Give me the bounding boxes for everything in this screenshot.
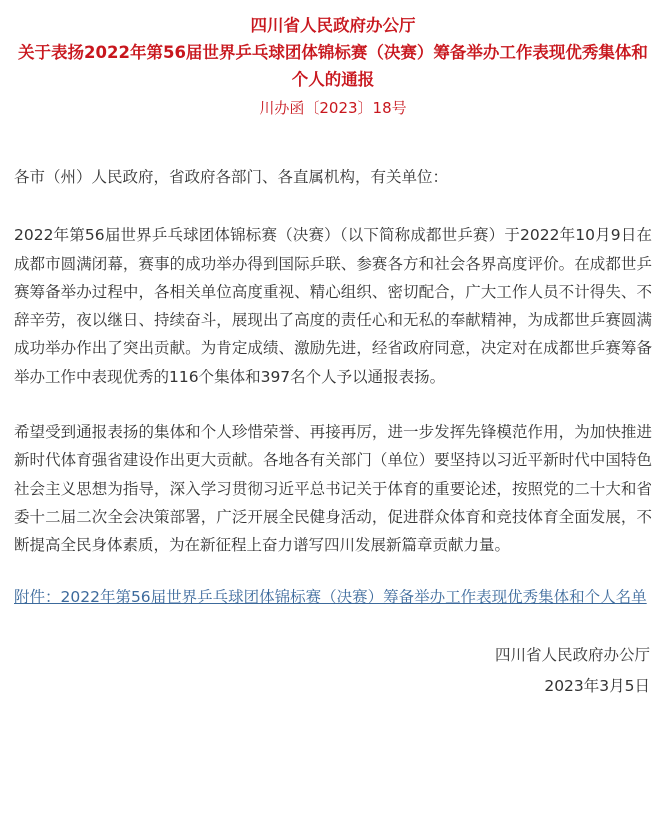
- signature-issuer: 四川省人民政府办公厅: [494, 645, 650, 664]
- issuing-office: 四川省人民政府办公厅: [250, 16, 416, 35]
- salutation: 各市（州）人民政府，省政府各部门、各直属机构，有关单位：: [14, 168, 449, 186]
- body-paragraph-1: 2022年第56届世界乒乓球团体锦标赛（决赛）（以下简称成都世乒赛）于2022年10月9日在成都市圆满闭幕，赛事的成功举办得到国际乒联、参赛各方和社会各界高度评价。在成都世乒赛筹备举办过程中，各相关单位高度重视、精心组织、密切配合，广大工作人员不计得失、不辞辛劳，夜以继日、持续奋斗，展现出了高度的责任心和无私的奉献精神，为成都世乒赛圆满成功举办作出了突出贡献。为肯定成绩、激励先进，经省政府同意，决定对在成都世乒赛筹备举办工作中表现优秀的116个集体和397名个人予以通报表扬。: [14, 226, 652, 386]
- signature-date: 2023年3月5日: [544, 676, 650, 695]
- signature-block: [14, 640, 652, 702]
- notice-title: 关于表扬2022年第56届世界乒乓球团体锦标赛（决赛）筹备举办工作表现优秀集体和个人的通报: [18, 43, 648, 89]
- notice-header: [14, 0, 652, 121]
- attachment-link[interactable]: 附件：2022年第56届世界乒乓球团体锦标赛（决赛）筹备举办工作表现优秀集体和个人名单: [14, 587, 647, 606]
- body-paragraph-2: 希望受到通报表扬的集体和个人珍惜荣誉、再接再厉，进一步发挥先锋模范作用，为加快推进新时代体育强省建设作出更大贡献。各地各有关部门（单位）要坚持以习近平新时代中国特色社会主义思想为指导，深入学习贯彻习近平总书记关于体育的重要论述，按照党的二十大和省委十二届二次全会决策部署，广泛开展全民健身活动，促进群众体育和竞技体育全面发展，不断提高全民身体素质，为在新征程上奋力谱写四川发展新篇章贡献力量。: [14, 423, 652, 555]
- document-number: 川办函〔2023〕18号: [259, 99, 407, 117]
